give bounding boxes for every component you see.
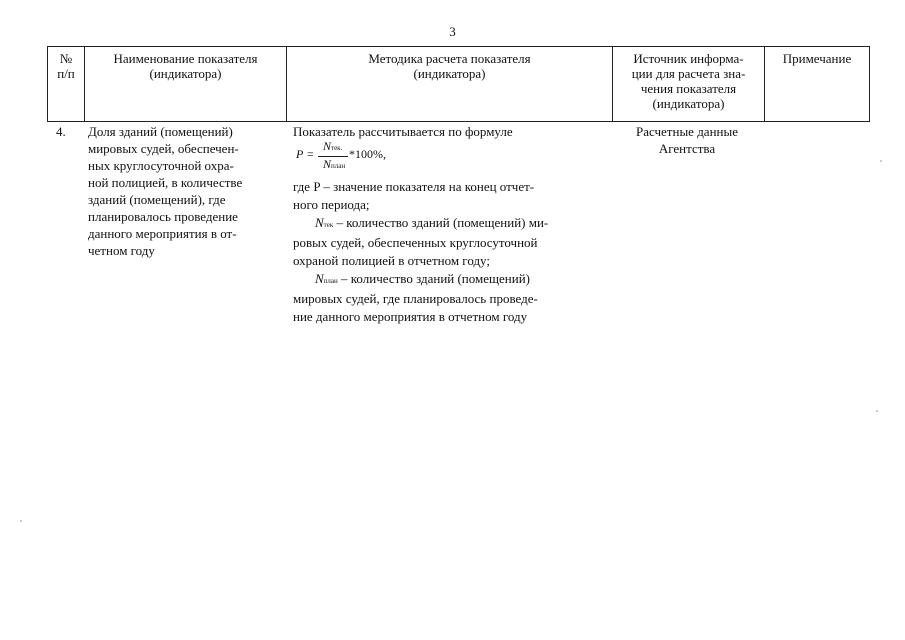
name-line: зданий (помещений), где [88, 192, 226, 207]
header-source-line: Источник информа- [633, 51, 744, 66]
definition-text: – количество зданий (помещений) [337, 271, 530, 286]
definition-line: ние данного мероприятия в отчетном году [293, 309, 528, 324]
definition-symbol: N [315, 215, 324, 230]
name-line: Доля зданий (помещений) [88, 124, 233, 139]
header-number-line: № [59, 51, 73, 66]
row-indicator-name [88, 123, 280, 259]
source-line: Расчетные данные [635, 124, 738, 139]
header-source [613, 51, 764, 111]
name-line: ных круглосуточной охра- [88, 158, 234, 173]
header-name [85, 51, 286, 81]
formula-num-symbol: N [323, 139, 332, 153]
header-method-line: Методика расчета показателя [368, 51, 531, 66]
header-method [287, 51, 612, 81]
name-line: четном году [88, 243, 155, 258]
row-number: 4. [56, 124, 66, 139]
formula [296, 140, 596, 174]
header-source-line: (индикатора) [652, 96, 725, 111]
definition-line: мировых судей, где планировалось проведе- [293, 291, 538, 306]
formula-lhs: P [296, 147, 304, 161]
definition-symbol-sub: тек [323, 221, 334, 229]
definition-line [293, 214, 605, 234]
formula-eq: = [307, 147, 314, 161]
page-number: 3 [449, 24, 456, 39]
formula-tail: *100%, [349, 147, 386, 161]
definition-line: ного периода; [293, 197, 370, 212]
indicator-table-header [47, 46, 870, 122]
formula-den-symbol: N [323, 157, 332, 171]
name-line: ной полицией, в количестве [88, 175, 243, 190]
name-line: планировалось проведение [88, 209, 238, 224]
header-note-line: Примечание [782, 51, 852, 66]
header-source-line: ции для расчета зна- [631, 66, 746, 81]
formula-definitions [293, 178, 605, 326]
method-intro: Показатель рассчитывается по формуле [293, 124, 513, 139]
definition-symbol: N [315, 271, 324, 286]
name-line: мировых судей, обеспечен- [88, 141, 239, 156]
scan-speck [876, 410, 878, 412]
header-number-line: п/п [57, 66, 75, 81]
formula-den-sub: план [331, 162, 346, 170]
header-method-line: (индикатора) [413, 66, 486, 81]
definition-line: где P – значение показателя на конец отчет- [293, 179, 535, 194]
row-source [612, 123, 762, 157]
source-line: Агентства [658, 141, 716, 156]
scan-speck [20, 520, 22, 522]
formula-denominator [323, 157, 345, 172]
formula-num-sub: тек. [331, 144, 343, 152]
definition-line: охраной полицией в отчетном году; [293, 253, 490, 268]
formula-numerator [323, 139, 342, 154]
name-line: данного мероприятия в от- [88, 226, 237, 241]
definition-text: – количество зданий (помещений) ми- [333, 215, 549, 230]
header-number [48, 51, 84, 81]
header-name-line: Наименование показателя [113, 51, 258, 66]
definition-symbol-sub: план [323, 277, 338, 285]
fraction-bar [318, 156, 348, 157]
header-note [765, 51, 869, 66]
definition-line [293, 270, 605, 290]
scan-speck [880, 160, 882, 162]
definition-line: ровых судей, обеспеченных круглосуточной [293, 235, 538, 250]
header-source-line: чения показателя [640, 81, 737, 96]
header-name-line: (индикатора) [149, 66, 222, 81]
